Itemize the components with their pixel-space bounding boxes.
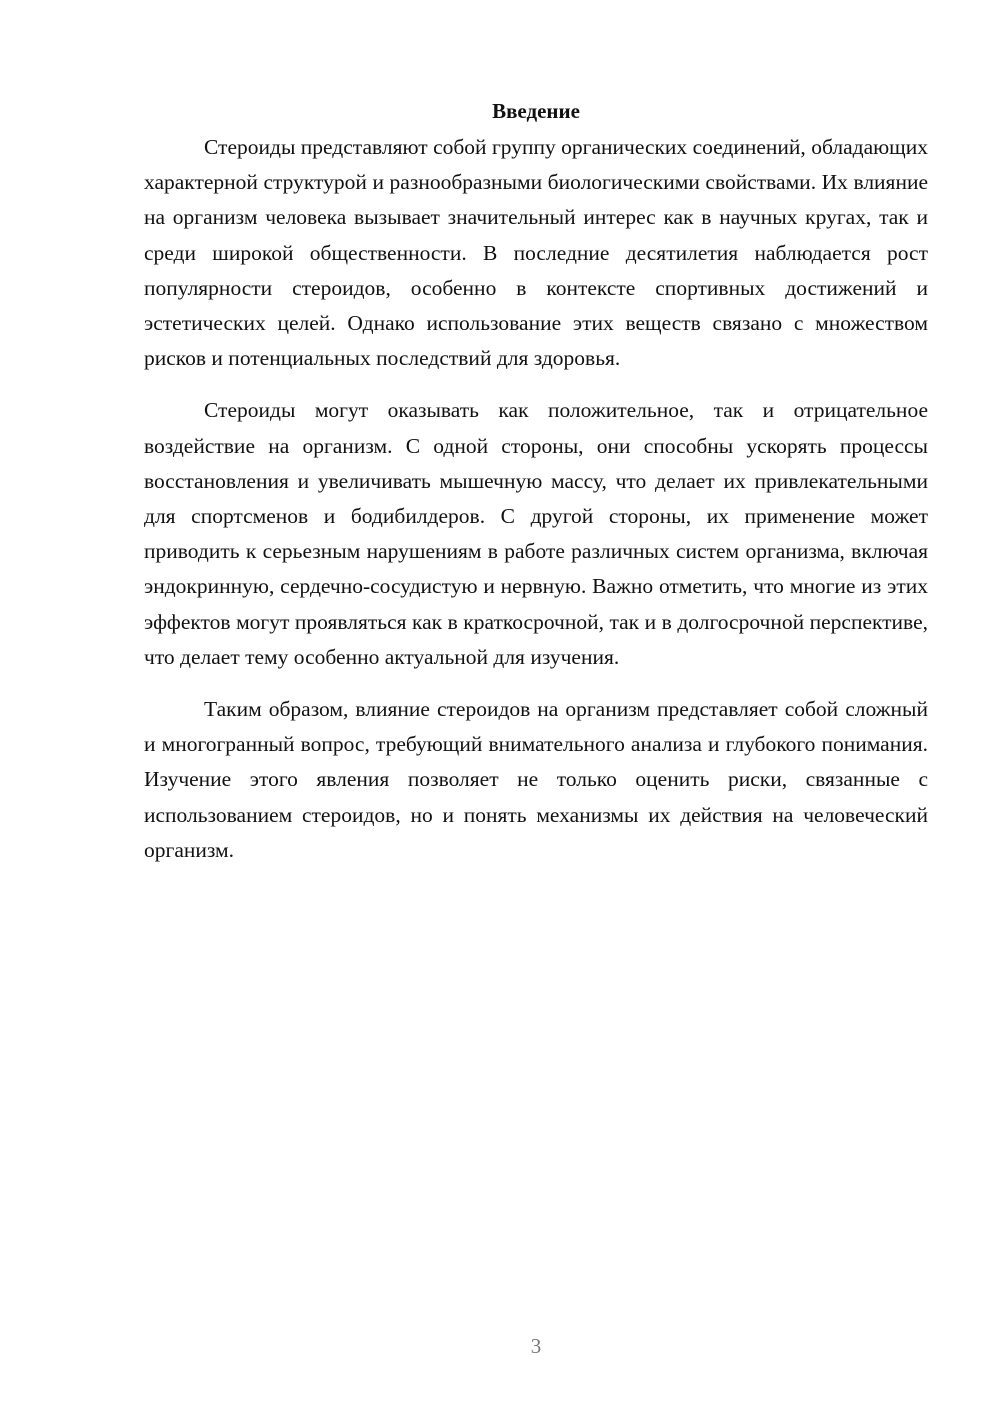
page-body (144, 96, 928, 885)
paragraph-2: Стероиды могут оказывать как положительное, так и отрицательное воздействие на организм. С одной стороны, они способны ускорять процессы восстановления и увеличивать мышечную массу, что делает их привлекательными для спортсменов и бодибилдеров. С другой стороны, их применение может приводить к серьезным нарушениям в работе различных систем организма, включая эндокринную, сердечно-сосудистую и нервную. Важно отметить, что многие из этих эффектов могут проявляться как в краткосрочной, так и в долгосрочной перспективе, что делает тему особенно актуальной для изучения. (144, 398, 928, 669)
paragraph-1: Стероиды представляют собой группу органических соединений, обладающих характерной структурой и разнообразными биологическими свойствами. Их влияние на организм человека вызывает значительный интерес как в научных кругах, так и среди широкой общественности. В последние десятилетия наблюдается рост популярности стероидов, особенно в контексте спортивных достижений и эстетических целей. Однако использование этих веществ связано с множеством рисков и потенциальных последствий для здоровья. (144, 135, 928, 371)
page-number: 3 (530, 1334, 542, 1358)
paragraph-3: Таким образом, влияние стероидов на организм представляет собой сложный и многогранный вопрос, требующий внимательного анализа и глубокого понимания. Изучение этого явления позволяет не только оценить риски, связанные с использованием стероидов, но и понять механизмы их действия на человеческий организм. (144, 697, 928, 862)
section-heading: Введение (492, 99, 580, 123)
